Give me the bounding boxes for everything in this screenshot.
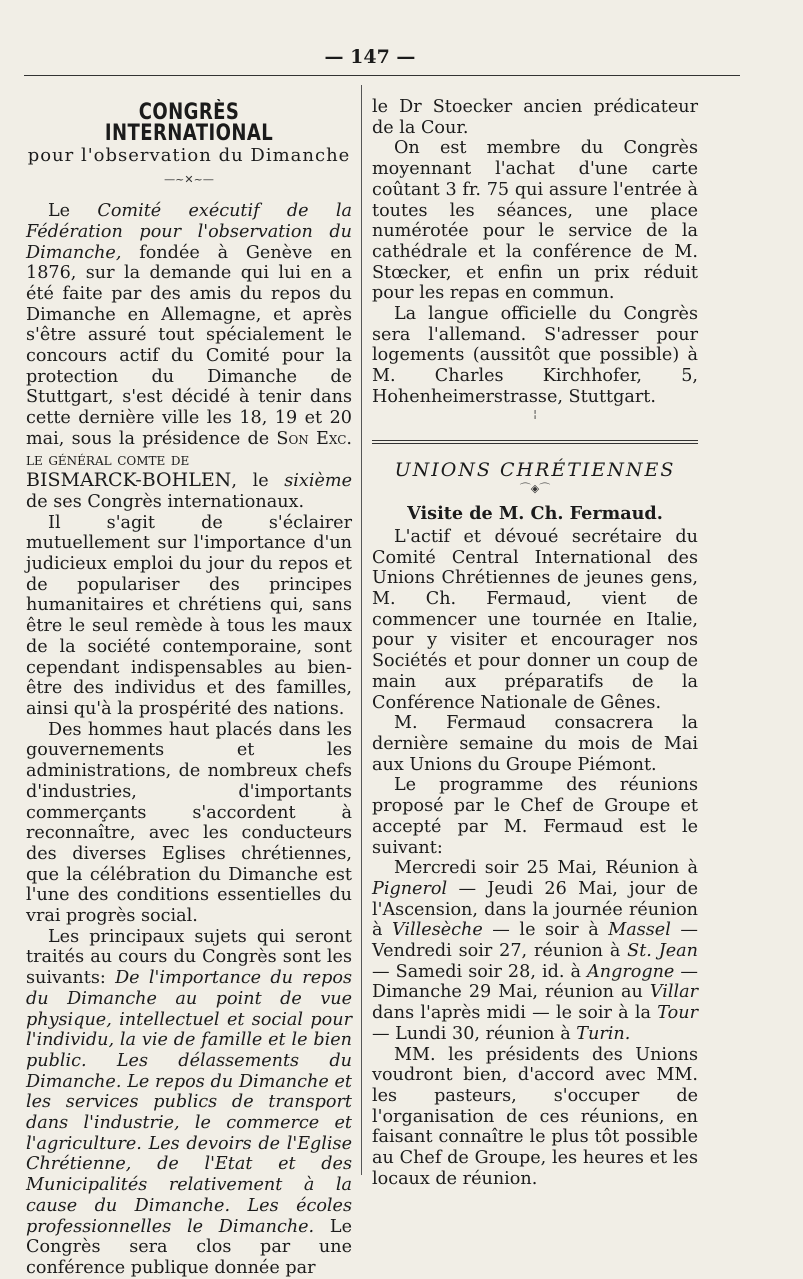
text-run: — Lundi 30, réunion à <box>372 1023 577 1044</box>
ornament-divider: ⌒◈⌒ <box>519 482 551 496</box>
end-mark: ¦ <box>533 408 537 420</box>
paragraph: Des hommes haut placés dans les gouvernements et les administrations, de nombreux chefs d'industries, d'importants commerçants s'accordent à reconnaître, avec les conducteurs des diverses Eglises chrétiennes, que la célébration du Dimanche est l'une des conditions essentielles du vrai progrès social. <box>26 719 352 927</box>
paragraph: MM. les présidents des Unions voudront bien, d'accord avec MM. les pasteurs, s'occuper de l'organisation de ces réunions, en faisant connaître le plus tôt possible au Chef de Groupe, les heures et les locaux de réunion. <box>372 1044 698 1189</box>
section-rule <box>372 440 698 444</box>
text-run: — Vendredi soir 27, réunion à <box>372 920 698 962</box>
place-name: Massel <box>608 920 671 941</box>
paragraph: le Dr Stoecker ancien prédicateur de la Cour. <box>372 97 698 138</box>
left-column <box>26 97 352 1279</box>
visit-title: Visite de M. Ch. Fermaud. <box>407 503 663 525</box>
text-run: Les principaux sujets qui seront traités au cours du Congrès sont les suivants: <box>26 926 352 989</box>
page-number: — 147 — <box>324 46 416 68</box>
article-subheading: pour l'observation du Dimanche <box>27 145 351 167</box>
column-divider <box>361 85 362 1175</box>
text-run: Le Congrès sera clos par une conférence publique donnée par <box>26 1216 352 1278</box>
place-name: Turin. <box>576 1023 631 1044</box>
place-name: Angrogne <box>587 961 675 982</box>
text-run: , le <box>231 471 285 492</box>
place-name: Villesèche <box>392 920 483 941</box>
text-run: Le <box>48 201 98 222</box>
text-run: dans l'après midi — le soir à la <box>372 1003 658 1024</box>
article-heading: CONGRÈS INTERNATIONAL <box>104 100 274 146</box>
paragraph: Il s'agit de s'éclairer mutuellement sur l'importance d'un judicieux emploi du jour du repos et de populariser des principes humanitaires et chrétiens qui, sans être le seul remède à tous les maux de la société contemporaine, sont cependant indispensables au bien-être des individus et des familles, ainsi qu'à la prospérité des nations. <box>26 512 352 719</box>
place-name: Tour <box>657 1003 698 1024</box>
place-name: St. Jean <box>627 941 698 962</box>
place-name: Pignerol <box>372 878 448 899</box>
text-run-name: BISMARCK-BOHLEN <box>26 469 232 492</box>
text-run: Mercredi soir 25 Mai, Réunion à <box>394 858 698 879</box>
paragraph <box>26 927 352 1279</box>
section-title: UNIONS CHRÉTIENNES <box>394 458 676 481</box>
paragraph: M. Fermaud consacrera la dernière semaine du mois de Mai aux Unions du Groupe Piémont. <box>372 713 698 775</box>
header-rule <box>24 75 740 76</box>
ornament-divider: —~✕~— <box>164 173 214 187</box>
text-run: — Samedi soir 28, id. à <box>372 961 588 982</box>
text-run: — Dimanche 29 Mai, réunion au <box>372 961 698 1003</box>
place-name: Villar <box>649 982 698 1003</box>
paragraph: On est membre du Congrès moyennant l'achat d'une carte coûtant 3 fr. 75 qui assure l'entrée à toutes les séances, une place numérotée pour le service de la cathédrale et la conférence de M. Stœcker, et enfin un prix réduit pour les repas en commun. <box>372 138 698 304</box>
paragraph: La langue officielle du Congrès sera l'allemand. S'adresser pour logements (aussitôt que possible) à M. Charles Kirchhofer, 5, Hohenheimerstrasse, Stuttgart. <box>372 304 698 407</box>
text-run: — Jeudi 26 Mai, jour de l'Ascension, dans la journée réunion à <box>372 878 698 941</box>
paragraph <box>26 201 352 513</box>
text-run-small-caps: Son Exc. le général comte de <box>26 428 352 470</box>
text-run-italic: De l'importance du repos du Dimanche au point de vue physique, intellectuel et social pour l'individu, la vie de famille et le bien public. Les délassements du Dimanche. Le repos du Dimanche et les services publics de transport dans l'industrie, le commerce et l'agriculture. Les devoirs de l'Eglise Chrétienne, de l'Etat et des Municipalités relativement à la cause du Dimanche. Les écoles professionnelles le Dimanche. <box>26 968 352 1237</box>
text-run: fondée à Genève en 1876, sur la demande qui lui en a été faite par des amis du repos du Dimanche en Allemagne, et après s'être assuré tout spécialement le concours actif du Comité pour la protection du Dimanche de Stuttgart, s'est décidé à tenir dans cette dernière ville les 18, 19 et 20 mai, sous la présidence de <box>26 242 352 449</box>
paragraph <box>372 858 698 1044</box>
text-run-italic: Comité exécutif de la Fédération pour l'observation du Dimanche, <box>26 201 352 263</box>
text-run: — le soir à <box>482 920 609 941</box>
text-run: de ses Congrès internationaux. <box>26 491 305 512</box>
text-run-italic: sixième <box>284 471 352 492</box>
paragraph: L'actif et dévoué secrétaire du Comité Central International des Unions Chrétiennes de jeunes gens, M. Ch. Fermaud, vient de commencer une tournée en Italie, pour y visiter et encourager nos Sociétés et pour donner un coup de main aux préparatifs de la Conférence Nationale de Gênes. <box>372 526 698 713</box>
right-column <box>372 97 698 1189</box>
paragraph: Le programme des réunions proposé par le Chef de Groupe et accepté par M. Fermaud est le suivant: <box>372 775 698 858</box>
